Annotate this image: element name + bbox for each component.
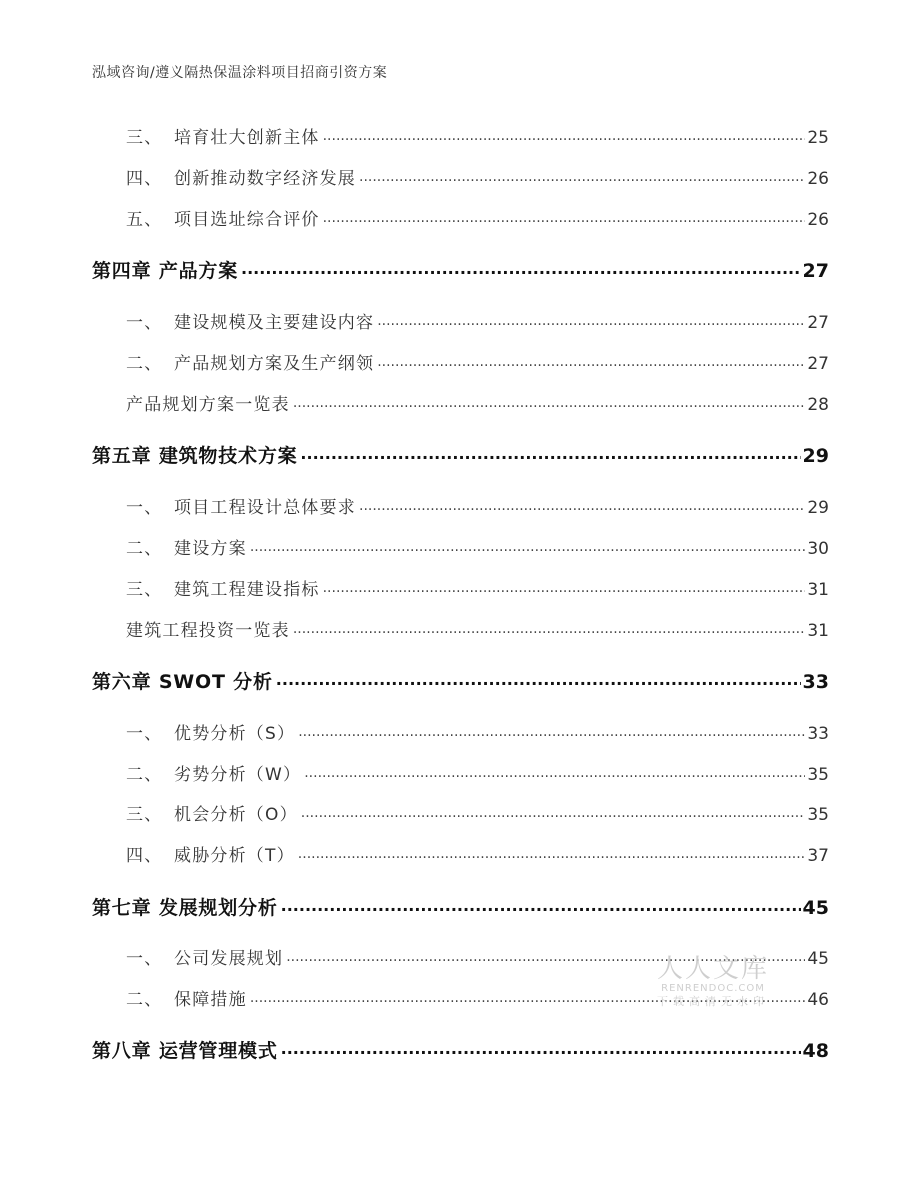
toc-leader-dots xyxy=(377,352,805,369)
toc-entry[interactable] xyxy=(92,800,829,825)
toc-entry[interactable] xyxy=(92,575,829,600)
toc-entry[interactable] xyxy=(92,616,829,641)
toc-leader-dots xyxy=(359,496,805,513)
toc-entry-page: 28 xyxy=(807,395,829,415)
toc-chapter-title: 第四章 产品方案 xyxy=(92,260,239,282)
toc-entry-number: 二、 xyxy=(126,539,163,559)
toc-entry-page: 27 xyxy=(807,354,829,374)
toc-leader-dots xyxy=(323,578,806,595)
toc-entry-number: 三、 xyxy=(126,580,163,600)
toc-chapter-page: 48 xyxy=(802,1040,829,1062)
toc-entry-number: 一、 xyxy=(126,498,163,518)
toc-entry-number: 四、 xyxy=(126,169,163,189)
toc-entry-title: 保障措施 xyxy=(174,990,247,1010)
watermark-url: RENRENDOC.COM xyxy=(661,983,765,994)
toc-entry[interactable] xyxy=(92,760,829,785)
toc-entry-title: 劣势分析（W） xyxy=(174,765,302,785)
toc-entry-page: 46 xyxy=(807,990,829,1010)
toc-entry-title: 产品规划方案及生产纲领 xyxy=(174,354,375,374)
toc-entry-page: 31 xyxy=(807,621,829,641)
toc-entry-number: 三、 xyxy=(126,128,163,148)
toc-entry-title: 威胁分析（T） xyxy=(174,846,295,866)
toc-entry-page: 33 xyxy=(807,724,829,744)
toc-entry-title: 公司发展规划 xyxy=(174,949,284,969)
toc-leader-dots xyxy=(377,311,805,328)
toc-leader-dots xyxy=(293,393,806,410)
toc-entry[interactable] xyxy=(92,123,829,148)
toc-leader-dots xyxy=(323,126,806,143)
toc-entry-number: 一、 xyxy=(126,724,163,744)
toc-chapter[interactable] xyxy=(92,256,829,283)
toc-entry-number: 二、 xyxy=(126,990,163,1010)
toc-entry[interactable] xyxy=(92,308,829,333)
toc-leader-dots xyxy=(241,258,801,277)
toc-entry-page: 25 xyxy=(807,128,829,148)
toc-entry-title: 项目选址综合评价 xyxy=(174,210,320,230)
toc-leader-dots xyxy=(293,619,806,636)
toc-entry-number: 一、 xyxy=(126,949,163,969)
toc-entry-title: 建筑工程投资一览表 xyxy=(126,621,290,641)
toc-entry[interactable] xyxy=(92,841,829,866)
toc-chapter[interactable] xyxy=(92,667,829,694)
toc-entry-number: 三、 xyxy=(126,805,163,825)
toc-entry-title: 建设方案 xyxy=(174,539,247,559)
toc-entry[interactable] xyxy=(92,164,829,189)
toc-entry[interactable] xyxy=(92,493,829,518)
toc-entry-page: 26 xyxy=(807,169,829,189)
toc-entry[interactable] xyxy=(92,390,829,415)
toc-leader-dots xyxy=(276,669,801,688)
toc-entry[interactable] xyxy=(92,349,829,374)
toc-chapter-page: 33 xyxy=(802,671,829,693)
toc-entry-number: 四、 xyxy=(126,846,163,866)
toc-leader-dots xyxy=(298,722,805,739)
toc-chapter-title: 第六章 SWOT 分析 xyxy=(92,671,273,693)
toc-leader-dots xyxy=(304,763,805,780)
toc-entry-page: 31 xyxy=(807,580,829,600)
toc-entry-page: 45 xyxy=(807,949,829,969)
toc-entry-page: 30 xyxy=(807,539,829,559)
toc-entry[interactable] xyxy=(92,205,829,230)
watermark-tagline: 下载高清无水印 xyxy=(657,995,769,1008)
toc-entry-title: 项目工程设计总体要求 xyxy=(174,498,356,518)
toc-entry-number: 一、 xyxy=(126,313,163,333)
document-header: 泓域咨询/遵义隔热保温涂料项目招商引资方案 xyxy=(92,65,388,81)
toc-leader-dots xyxy=(281,895,801,914)
toc-entry-title: 培育壮大创新主体 xyxy=(174,128,320,148)
toc-chapter-page: 27 xyxy=(802,260,829,282)
toc-entry-page: 26 xyxy=(807,210,829,230)
toc-entry-title: 机会分析（O） xyxy=(174,805,298,825)
toc-entry-title: 建筑工程建设指标 xyxy=(174,580,320,600)
toc-entry-title: 创新推动数字经济发展 xyxy=(174,169,356,189)
toc-chapter-page: 45 xyxy=(802,897,829,919)
toc-entry-title: 产品规划方案一览表 xyxy=(126,395,290,415)
watermark xyxy=(648,955,778,1009)
toc-entry-number: 五、 xyxy=(126,210,163,230)
toc-leader-dots xyxy=(323,208,806,225)
toc-entry-page: 27 xyxy=(807,313,829,333)
toc-leader-dots xyxy=(298,844,806,861)
toc-leader-dots xyxy=(301,803,806,820)
toc-chapter-title: 第五章 建筑物技术方案 xyxy=(92,445,298,467)
toc-entry-page: 35 xyxy=(807,805,829,825)
toc-chapter-title: 第七章 发展规划分析 xyxy=(92,897,278,919)
toc-chapter[interactable] xyxy=(92,893,829,920)
toc-leader-dots xyxy=(250,537,806,554)
toc-entry[interactable] xyxy=(92,719,829,744)
toc-entry-page: 37 xyxy=(807,846,829,866)
toc-entry[interactable] xyxy=(92,534,829,559)
toc-entry-number: 二、 xyxy=(126,765,163,785)
toc-leader-dots xyxy=(359,167,805,184)
toc-entry-title: 优势分析（S） xyxy=(174,724,296,744)
toc-entry-title: 建设规模及主要建设内容 xyxy=(174,313,375,333)
toc-leader-dots xyxy=(300,443,800,462)
toc-chapter-title: 第八章 运营管理模式 xyxy=(92,1040,278,1062)
toc-entry-page: 35 xyxy=(807,765,829,785)
toc-leader-dots xyxy=(281,1038,801,1057)
toc-chapter[interactable] xyxy=(92,441,829,468)
toc-chapter[interactable] xyxy=(92,1036,829,1063)
watermark-logo-text: 人人文库 xyxy=(656,954,769,984)
toc-entry-page: 29 xyxy=(807,498,829,518)
toc-entry-number: 二、 xyxy=(126,354,163,374)
toc-chapter-page: 29 xyxy=(802,445,829,467)
